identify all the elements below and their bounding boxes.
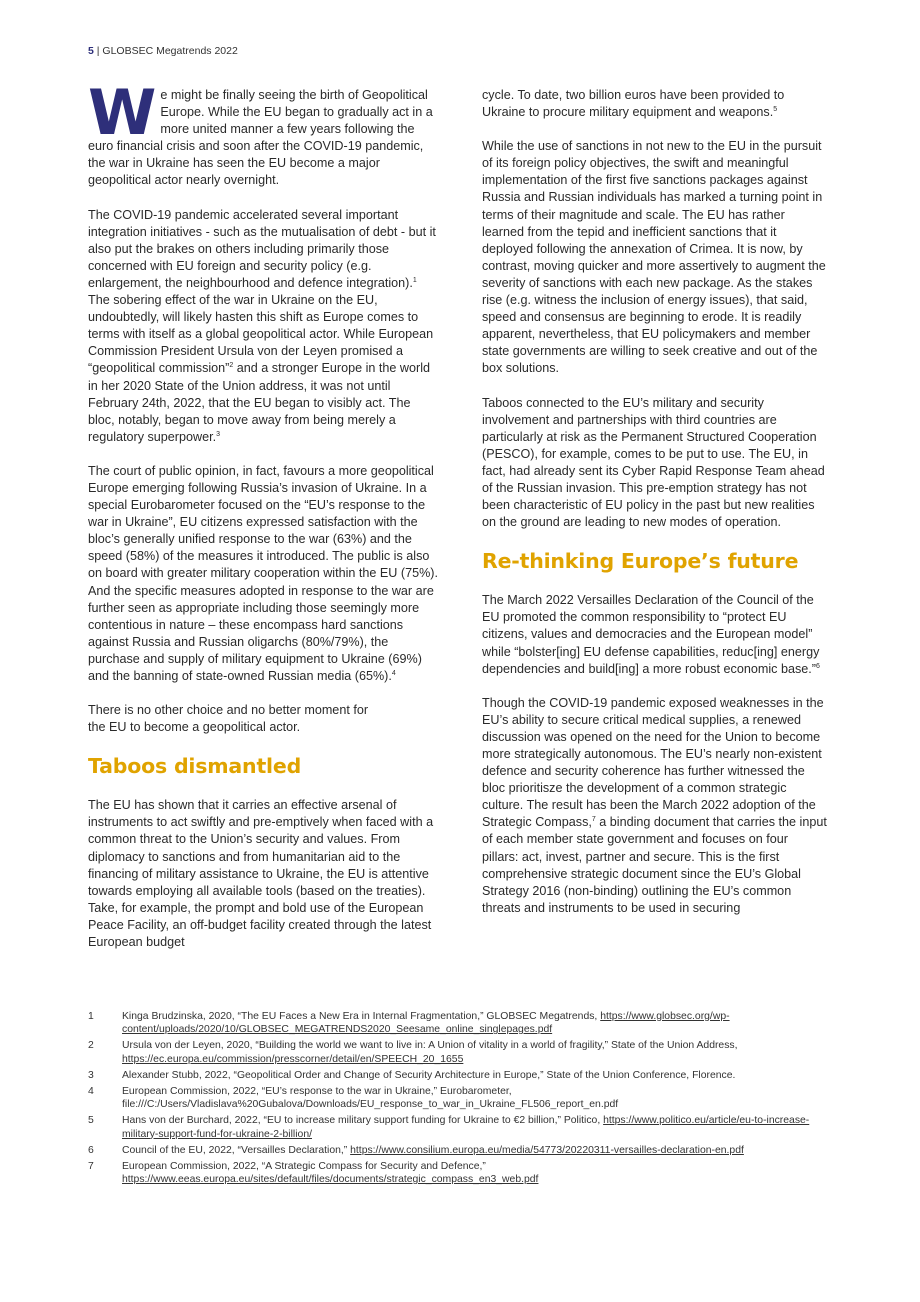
publication-title: GLOBSEC Megatrends 2022	[102, 45, 238, 57]
footnote-number: 3	[88, 1069, 94, 1081]
paragraph: Taboos connected to the EU’s military and security involvement and partnerships with third countries are particularly at risk as the Permanent Structured Cooperation (PESCO), for example, comes to be put to use. The EU, in fact, had already sent its Cyber Rapid Response Team ahead of the Russian invasion. This pre-emption strategy has not been characteristic of EU policy in the past but new realities on the ground are leading to new modes of operation.	[482, 395, 825, 530]
header-separator: |	[93, 45, 103, 57]
right-column	[482, 87, 827, 934]
intro-text: e might be finally seeing the birth of Geopolitical Europe. While the EU began to gradually act in a more united manner a few years following the euro financial crisis and soon after the COVID-19 pandemic, the war in Ukraine has seen the EU become a major geopolitical actor nearly overnight.	[88, 88, 433, 188]
footnote-number: 6	[88, 1144, 94, 1156]
footnotes	[88, 1010, 833, 1189]
page-header	[88, 45, 238, 57]
footnote-text: Ursula von der Leyen, 2020, “Building the world we want to live in: A Union of vitality in a world of fragility,” State of the Union Address,	[122, 1040, 738, 1052]
paragraph	[482, 695, 827, 917]
footnote	[88, 1010, 833, 1036]
footnote	[88, 1144, 833, 1157]
footnote	[88, 1114, 833, 1140]
paragraph	[88, 207, 438, 446]
footnote-number: 7	[88, 1161, 94, 1173]
intro-paragraph	[88, 76, 438, 190]
footnote-text: European Commission, 2022, “EU’s response to the war in Ukraine,” Eurobarometer, file:///C:/Users/Vladislava%20Gubalova/Downloads/EU_response_to_war_in_Ukraine_FL506_report_en.pdf	[122, 1086, 619, 1111]
footnote-ref[interactable]: 2	[229, 362, 234, 370]
paragraph-text: The COVID-19 pandemic accelerated several important integration initiatives - such as the mutualisation of debt - but it also put the brakes on others including primarily those concerned with EU foreign and security policy (e.g. enlargement, the neighbourhood and defence integration).	[88, 207, 436, 290]
footnote-number: 4	[88, 1086, 94, 1098]
footnote-link[interactable]: https://www.politico.eu/article/eu-to-increase-military-support-fund-for-ukraine-2-billion/	[122, 1115, 810, 1140]
paragraph-text: The court of public opinion, in fact, favours a more geopolitical Europe emerging following Russia’s invasion of Ukraine. In a special Eurobarometer focused on the “EU’s response to the war in Ukraine”, EU citizens expressed satisfaction with the bloc’s generally unified response to the war (63%) and the speed (58%) of the measures it introduced. The public is also on board with greater military cooperation within the EU (75%). And the specific measures adopted in response to the war are further seen as appropriate including those seemingly more contentious in nature – these encompass hard sanctions against Russia and Russian oligarchs (80%/79%), the purchase and supply of military equipment to Ukraine (69%) and the banning of state-owned Russian media (65%).	[88, 463, 438, 683]
left-column	[88, 76, 438, 968]
footnote-ref[interactable]: 6	[815, 662, 820, 670]
paragraph-text: a binding document that carries the input of each member state government and focuses on four pillars: act, invest, partner and secure. This is the first comprehensive strategic document since the EU’s Global Strategy 2016 (non-binding) outlining the EU’s common threats and instruments to be used in securing	[482, 815, 827, 915]
section-heading-rethinking: Re-thinking Europe’s future	[482, 549, 799, 574]
footnote	[88, 1160, 833, 1186]
footnote-link[interactable]: https://www.globsec.org/wp-content/uploads/2020/10/GLOBSEC_MEGATRENDS2020_Seesame_online_singlepages.pdf	[122, 1011, 730, 1036]
paragraph	[482, 87, 827, 121]
page-number: 5	[88, 45, 94, 57]
footnote-ref[interactable]: 3	[216, 430, 221, 438]
paragraph: There is no other choice and no better moment for the EU to become a geopolitical actor.	[88, 703, 369, 735]
paragraph-text: Though the COVID-19 pandemic exposed weaknesses in the EU’s ability to secure critical medical supplies, a renewed discussion was opened on the need for the Union to become more strategically autonomous. The EU’s nearly non-existent defence and security coherence has further witnessed the bloc prioritisze the development of a common strategic culture. The result has been the March 2022 adoption of the Strategic Compass,	[482, 695, 824, 830]
footnote-number: 2	[88, 1040, 94, 1052]
paragraph: The EU has shown that it carries an effective arsenal of instruments to act swiftly and pre-emptively when faced with a common threat to the Union’s security and values. From diplomacy to sanctions and from humanitarian aid to the financing of military assistance to Ukraine, the EU is attentive towards employing all available tools (based on the treaties). Take, for example, the prompt and bold use of the European Peace Facility, an off-budget facility created through the latest European budget	[88, 798, 434, 950]
paragraph-text: The March 2022 Versailles Declaration of the Council of the EU promoted the common responsibility to “protect EU citizens, values and democracies and the European model” while “bolster[ing] EU defense capabilities, reduc[ing] energy dependencies and build[ing] a more robust economic base.”	[482, 593, 820, 676]
footnote-link[interactable]: https://www.eeas.europa.eu/sites/default/files/documents/strategic_compass_en3_web.pdf	[122, 1174, 539, 1186]
footnote	[88, 1085, 833, 1111]
footnote-ref[interactable]: 4	[391, 669, 396, 677]
drop-cap: W	[88, 76, 155, 149]
footnote	[88, 1069, 833, 1082]
paragraph: While the use of sanctions in not new to the EU in the pursuit of its foreign policy objectives, the swift and meaningful implementation of the first five sanctions packages against Russia and Russian individuals has marked a turning point in terms of their magnitude and scale. The EU has rather learned from the tepid and inefficient sanctions that it deployed following the annexation of Crimea. It is now, by contrast, moving quicker and more assertively to augment the severity of sanctions with each new package. As the stakes rise (e.g. witness the inclusion of energy issues), that said, speed and consensus are beginning to erode. It is readily apparent, nevertheless, that EU policymakers and member state governments are willing to seek creative and out of the box solutions.	[482, 139, 826, 376]
footnote-text: Hans von der Burchard, 2022, “EU to increase military support funding for Ukraine to €2 billion,” Politico,	[122, 1115, 604, 1127]
paragraph-text: The sobering effect of the war in Ukraine on the EU, undoubtedly, will likely hasten this shift as Europe comes to terms with itself as a global geopolitical actor. While European Commission President Ursula von der Leyen promised a “geopolitical commission”	[88, 293, 434, 376]
footnote-ref[interactable]: 5	[773, 105, 778, 113]
footnote-link[interactable]: https://ec.europa.eu/commission/presscorner/detail/en/SPEECH_20_1655	[122, 1053, 464, 1065]
paragraph-text: cycle. To date, two billion euros have been provided to Ukraine to procure military equipment and weapons.	[482, 88, 785, 120]
footnote-ref[interactable]: 7	[591, 816, 596, 824]
section-heading-taboos: Taboos dismantled	[88, 754, 302, 779]
footnote-text: Alexander Stubb, 2022, “Geopolitical Order and Change of Security Architecture in Europe,” State of the Union Conference, Florence.	[122, 1069, 736, 1081]
footnote	[88, 1039, 833, 1065]
footnote-number: 5	[88, 1115, 94, 1127]
paragraph-text: and a stronger Europe in the world in her 2020 State of the Union address, it was not until February 24th, 2022, that the EU began to visibly act. The bloc, notably, began to move away from being merely a regulatory superpower.	[88, 361, 431, 444]
footnote-text: Kinga Brudzinska, 2020, “The EU Faces a New Era in Internal Fragmentation,” GLOBSEC Megatrends,	[122, 1011, 601, 1022]
footnote-number: 1	[88, 1011, 94, 1022]
footnote-text: European Commission, 2022, “A Strategic Compass for Security and Defence,”	[122, 1161, 486, 1173]
paragraph	[482, 592, 827, 677]
footnote-link[interactable]: https://www.consilium.europa.eu/media/54773/20220311-versailles-declaration-en.pdf	[350, 1144, 744, 1156]
paragraph	[88, 463, 438, 685]
footnote-text: Council of the EU, 2022, “Versailles Declaration,”	[122, 1144, 351, 1156]
footnote-ref[interactable]: 1	[412, 276, 417, 284]
